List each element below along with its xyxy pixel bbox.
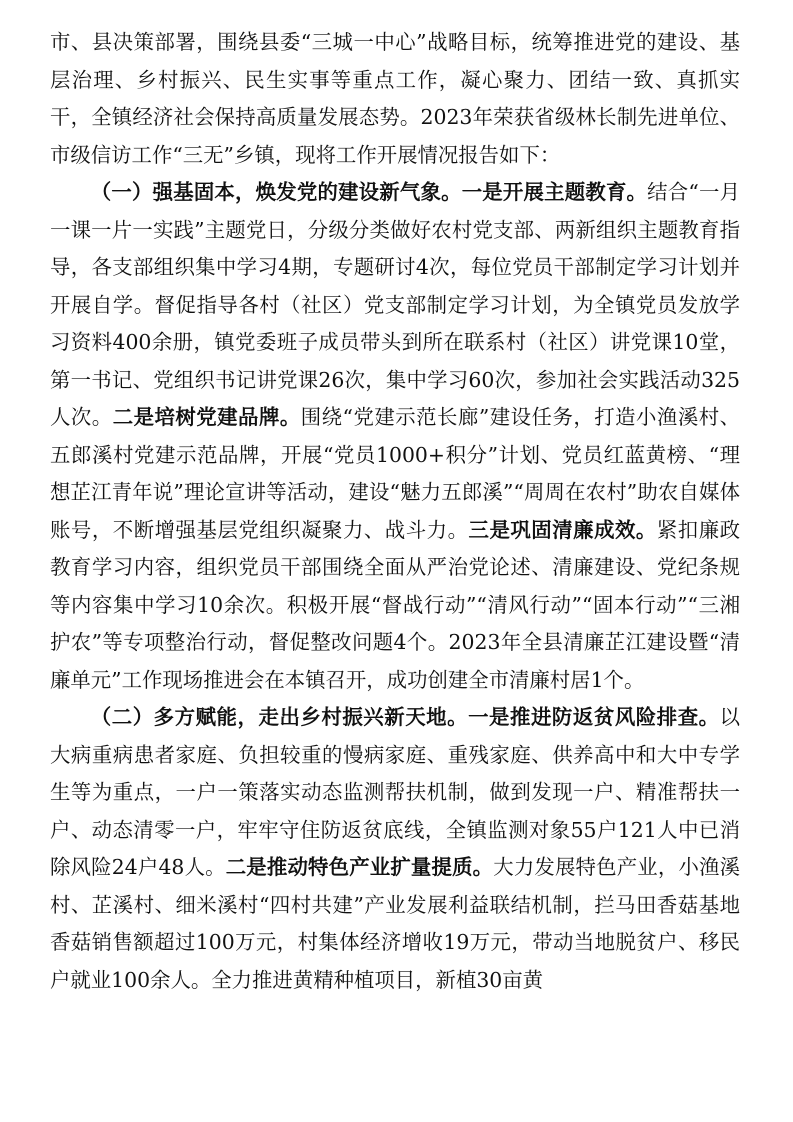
section-heading: （二）多方赋能，走出乡村振兴新天地。	[90, 705, 469, 729]
paragraph-intro	[50, 24, 740, 174]
paragraph-text: 围绕“党建示范长廊”建设任务，打造小渔溪村、五郎溪村党建示范品牌，开展“党员1000+积分”计划、党员红蓝黄榜、“理想芷江青年说”理论宣讲等活动，建设“魅力五郎溪”“周周在农村”助农自媒体账号，不断增强基层党组织凝聚力、战斗力。	[50, 405, 740, 542]
subheading: 二是推动特色产业扩量提质。	[225, 855, 494, 879]
document-page	[50, 24, 740, 999]
subheading: 三是巩固清廉成效。	[468, 517, 657, 542]
subheading: 一是开展主题教育。	[461, 180, 648, 204]
paragraph-text: 以大病重病患者家庭、负担较重的慢病家庭、重残家庭、供养高中和大中专学生等为重点，一户一策落实动态监测帮扶机制，做到发现一户、精准帮扶一户、动态清零一户，牢牢守住防返贫底线，全镇监测对象55户121人中已消除风险24户48人。	[50, 705, 741, 879]
section-heading: （一）强基固本，焕发党的建设新气象。	[90, 180, 462, 204]
paragraph-text: 结合“一月一课一片一实践”主题党日，分级分类做好农村党支部、两新组织主题教育指导，各支部组织集中学习4期，专题研讨4次，每位党员干部制定学习计划并开展自学。督促指导各村（社区）党支部制定学习计划，为全镇党员发放学习资料400余册，镇党委班子成员带头到所在联系村（社区）讲党课10堂，第一书记、党组织书记讲党课26次，集中学习60次，参加社会实践活动325人次。	[50, 180, 741, 429]
subheading: 一是推进防返贫风险排查。	[468, 705, 720, 729]
paragraph-party-building	[50, 174, 740, 699]
paragraph-text: 市、县决策部署，围绕县委“三城一中心”战略目标，统筹推进党的建设、基层治理、乡村振兴、民生实事等重点工作，凝心聚力、团结一致、真抓实干，全镇经济社会保持高质量发展态势。2023年荣获省级林长制先进单位、市级信访工作“三无”乡镇，现将工作开展情况报告如下：	[50, 30, 740, 167]
paragraph-rural-revitalization	[50, 699, 740, 999]
paragraph-text: 紧扣廉政教育学习内容，组织党员干部围绕全面从严治党论述、清廉建设、党纪条规等内容集中学习10余次。积极开展“督战行动”“清风行动”“固本行动”“三湘护农”等专项整治行动，督促整改问题4个。2023年全县清廉芷江建设暨“清廉单元”工作现场推进会在本镇召开，成功创建全市清廉村居1个。	[50, 517, 741, 692]
subheading: 二是培树党建品牌。	[112, 405, 301, 429]
paragraph-text: 大力发展特色产业，小渔溪村、芷溪村、细米溪村“四村共建”产业发展利益联结机制，拦马田香菇基地香菇销售额超过100万元，村集体经济增收19万元，带动当地脱贫户、移民户就业100余人。全力推进黄精种植项目，新植30亩黄	[50, 855, 740, 992]
